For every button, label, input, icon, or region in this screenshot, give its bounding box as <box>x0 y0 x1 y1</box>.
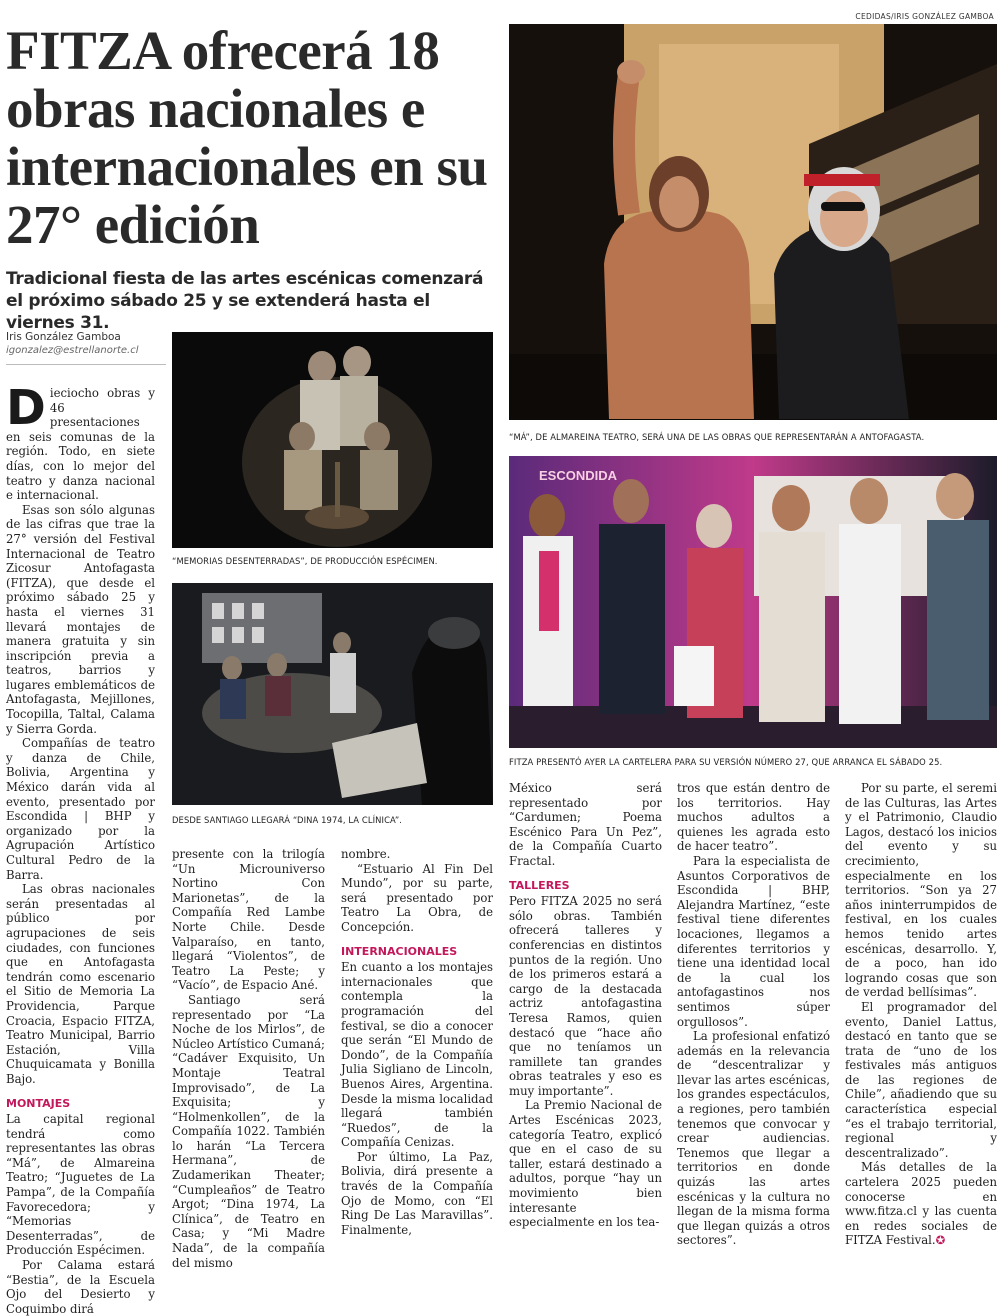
byline <box>6 331 166 356</box>
banner-text: ESCONDIDA <box>539 468 618 483</box>
paragraph: Dieciocho obras y 46 presentaciones en seis comunas de la región. Todo, en siete días, con lo mejor del teatro y danza nacional e internacional. <box>6 380 155 503</box>
paragraph: Las obras nacionales serán presentadas al público por agrupaciones de seis ciudades, con funciones que en Antofagasta tendrán como escenario el Sitio de Memoria La Providencia, Parque Croacia, Espacio FITZA, Teatro Municipal, Barrio Estación, Villa Chuquicamata y Bonilla Bajo. <box>6 882 155 1086</box>
paragraph: Por último, La Paz, Bolivia, dirá presente a través de la Compañía Ojo de Momo, con “El Ring De Las Maravillas”. Finalmente, <box>341 1149 493 1237</box>
paragraph: Pero FITZA 2025 no será sólo obras. También ofrecerá talleres y conferencias en distintos puntos de la región. Uno de los primeros estará a cargo de la destacada actriz antofagastina Teresa Ramos, quien destacó que “hace año que no teníamos un ramillete tan grandes obras teatrales y eso es muy importante”. <box>509 894 662 1098</box>
dropcap: D <box>6 380 46 436</box>
paragraph: Por su parte, el seremi de las Culturas, las Artes y el Patrimonio, Claudio Lagos, destacó los inicios del evento y su crecimiento, especialmente en los territorios. “Son ya 27 años ininterrumpidos de festival, en los cuales hemos tenido artes escénicas, desarrollo. Y, de a poco, han ido logrando cosas que son de verdad bellísimas”. <box>845 781 997 1000</box>
paragraph: La Premio Nacional de Artes Escénicas 2023, categoría Teatro, explicó que en el caso de su taller, estará destinado a adultos, porque “hay un movimiento bien interesante especialmente en los tea- <box>509 1098 662 1230</box>
photo-dina <box>172 583 493 805</box>
photo-cartelera <box>509 456 997 748</box>
caption-dina: DESDE SANTIAGO LLEGARÁ “DINA 1974, LA CLÍNICA”. <box>172 815 403 825</box>
paragraph: Compañías de teatro y danza de Chile, Bolivia, Argentina y México darán vida al evento, presentado por Escondida | BHP y organizado por la Agrupación Artístico Cultural Pedro de la Barra. <box>6 736 155 882</box>
caption-memorias: “MEMORIAS DESENTERRADAS”, DE PRODUCCIÓN ESPÉCIMEN. <box>172 556 438 566</box>
photo-credit: CEDIDAS/IRIS GONZÁLEZ GAMBOA <box>855 12 994 21</box>
author-email[interactable]: igonzalez@estrellanorte.cl <box>6 345 139 356</box>
paragraph: “Estuario Al Fin Del Mundo”, por su parte, será presentado por Teatro La Obra, de Concepción. <box>341 861 493 934</box>
paragraph: Por Calama estará “Bestia”, de la Escuela Ojo del Desierto y Coquimbo dirá <box>6 1258 155 1316</box>
subheadline: Tradicional fiesta de las artes escénicas comenzará el próximo sábado 25 y se extenderá hasta el viernes 31. <box>6 269 484 333</box>
byline-divider <box>6 364 166 365</box>
paragraph: México será representado por “Cardumen; Poema Escénico Para Un Pez”, de la Compañía Cuarto Fractal. <box>509 781 662 868</box>
column-6 <box>845 781 997 1248</box>
paragraph: presente con la trilogía “Un Microuniverso Nortino Con Marionetas”, de la Compañía Red Lambe Norte Chile. Desde Valparaíso, en tanto, llegará “Violentos”, de Teatro La Peste; y “Vacío”, de Espacio Ané. <box>172 847 325 993</box>
column-3 <box>341 847 493 1237</box>
section-heading-talleres: TALLERES <box>509 878 570 892</box>
paragraph: Para la especialista de Asuntos Corporativos de Escondida | BHP, Alejandra Martínez, “este festival tiene diferentes locaciones, llegamos a diferentes territorios y tiene una identidad local de la cual los antofagastinos nos sentimos súper orgullosos”. <box>677 853 830 1029</box>
paragraph: tros que están dentro de los territorios. Hay muchos adultos a quienes les agrada esto de hacer teatro”. <box>677 781 830 854</box>
paragraph: El programador del evento, Daniel Lattus, destacó en tanto que se trata de “uno de los festivales más antiguos de las regiones de Chile”, añadiendo que su característica especial “es el trabajo territorial, regional y descentralizado”. <box>845 999 997 1160</box>
section-heading-montajes: MONTAJES <box>6 1096 71 1110</box>
caption-ma: “MÁ”, DE ALMAREINA TEATRO, SERÁ UNA DE LAS OBRAS QUE REPRESENTARÁN A ANTOFAGASTA. <box>509 432 925 442</box>
paragraph: Santiago será representado por “La Noche de los Mirlos”, de Núcleo Artístico Cumaná; “Cadáver Exquisito, Un Montaje Teatral Improvisado”, de La Exquisita; y “Holmenkollen”, de la Compañía 1022. También lo harán “La Tercera Hermana”, de Zudamerikan Theater; “Cumpleaños” de Teatro Argot; “Dina 1974, La Clínica”, de Teatro en Casa; y “Mi Madre Nada”, de la compañía del mismo <box>172 992 325 1270</box>
paragraph: nombre. <box>341 847 391 861</box>
photo-ma <box>509 24 997 420</box>
photo-memorias <box>172 332 493 548</box>
column-5 <box>677 781 830 1248</box>
paragraph: Más detalles de la cartelera 2025 pueden conocerse en www.fitza.cl y las cuenta en redes sociales de FITZA Festival.✪ <box>845 1160 997 1248</box>
section-heading-internacionales: INTERNACIONALES <box>341 944 458 958</box>
column-4 <box>509 781 662 1230</box>
column-1 <box>6 380 155 1316</box>
paragraph: La capital regional tendrá como representantes las obras “Má”, de Almareina Teatro; “Juguetes de La Pampa”, de la Compañía Favorecedora; y “Memorias Desenterradas”, de Producción Espécimen. <box>6 1112 155 1258</box>
paragraph: Esas son sólo algunas de las cifras que trae la 27° versión del Festival Internacional de Teatro Zicosur Antofagasta (FITZA), que desde el próximo sábado 25 y hasta el viernes 31 llevará montajes de manera gratuita y sin inscripción previa a teatros, barrios y lugares emblemáticos de Antofagasta, Mejillones, Tocopilla, Taltal, Calama y Sierra Gorda. <box>6 502 155 736</box>
paragraph: En cuanto a los montajes internacionales que contempla la programación del festival, se dio a conocer que serán “El Mundo de Dondo”, de la Compañía Julia Sigliano de Lincoln, Buenos Aires, Argentina. Desde la misma localidad llegará también “Ruedos”, de la Compañía Cenizas. <box>341 960 493 1150</box>
end-mark-icon: ✪ <box>935 1233 946 1248</box>
author-name: Iris González Gamboa <box>6 331 121 343</box>
column-2 <box>172 847 325 1270</box>
paragraph: La profesional enfatizó además en la relevancia de “descentralizar y llevar las artes escénicas, los grandes espectáculos, a regiones, pero también tenemos que convocar y crear audiencias. Tenemos que llegar a territorios en donde quizás las artes escénicas y la cultura no llegan de la misma forma que llegan quizás a otros sectores”. <box>677 1029 830 1248</box>
headline: FITZA ofrecerá 18 obras nacionales e internacionales en su 27° edición <box>6 20 488 255</box>
caption-cartelera: FITZA PRESENTÓ AYER LA CARTELERA PARA SU VERSIÓN NÚMERO 27, QUE ARRANCA EL SÁBADO 25. <box>509 757 943 767</box>
